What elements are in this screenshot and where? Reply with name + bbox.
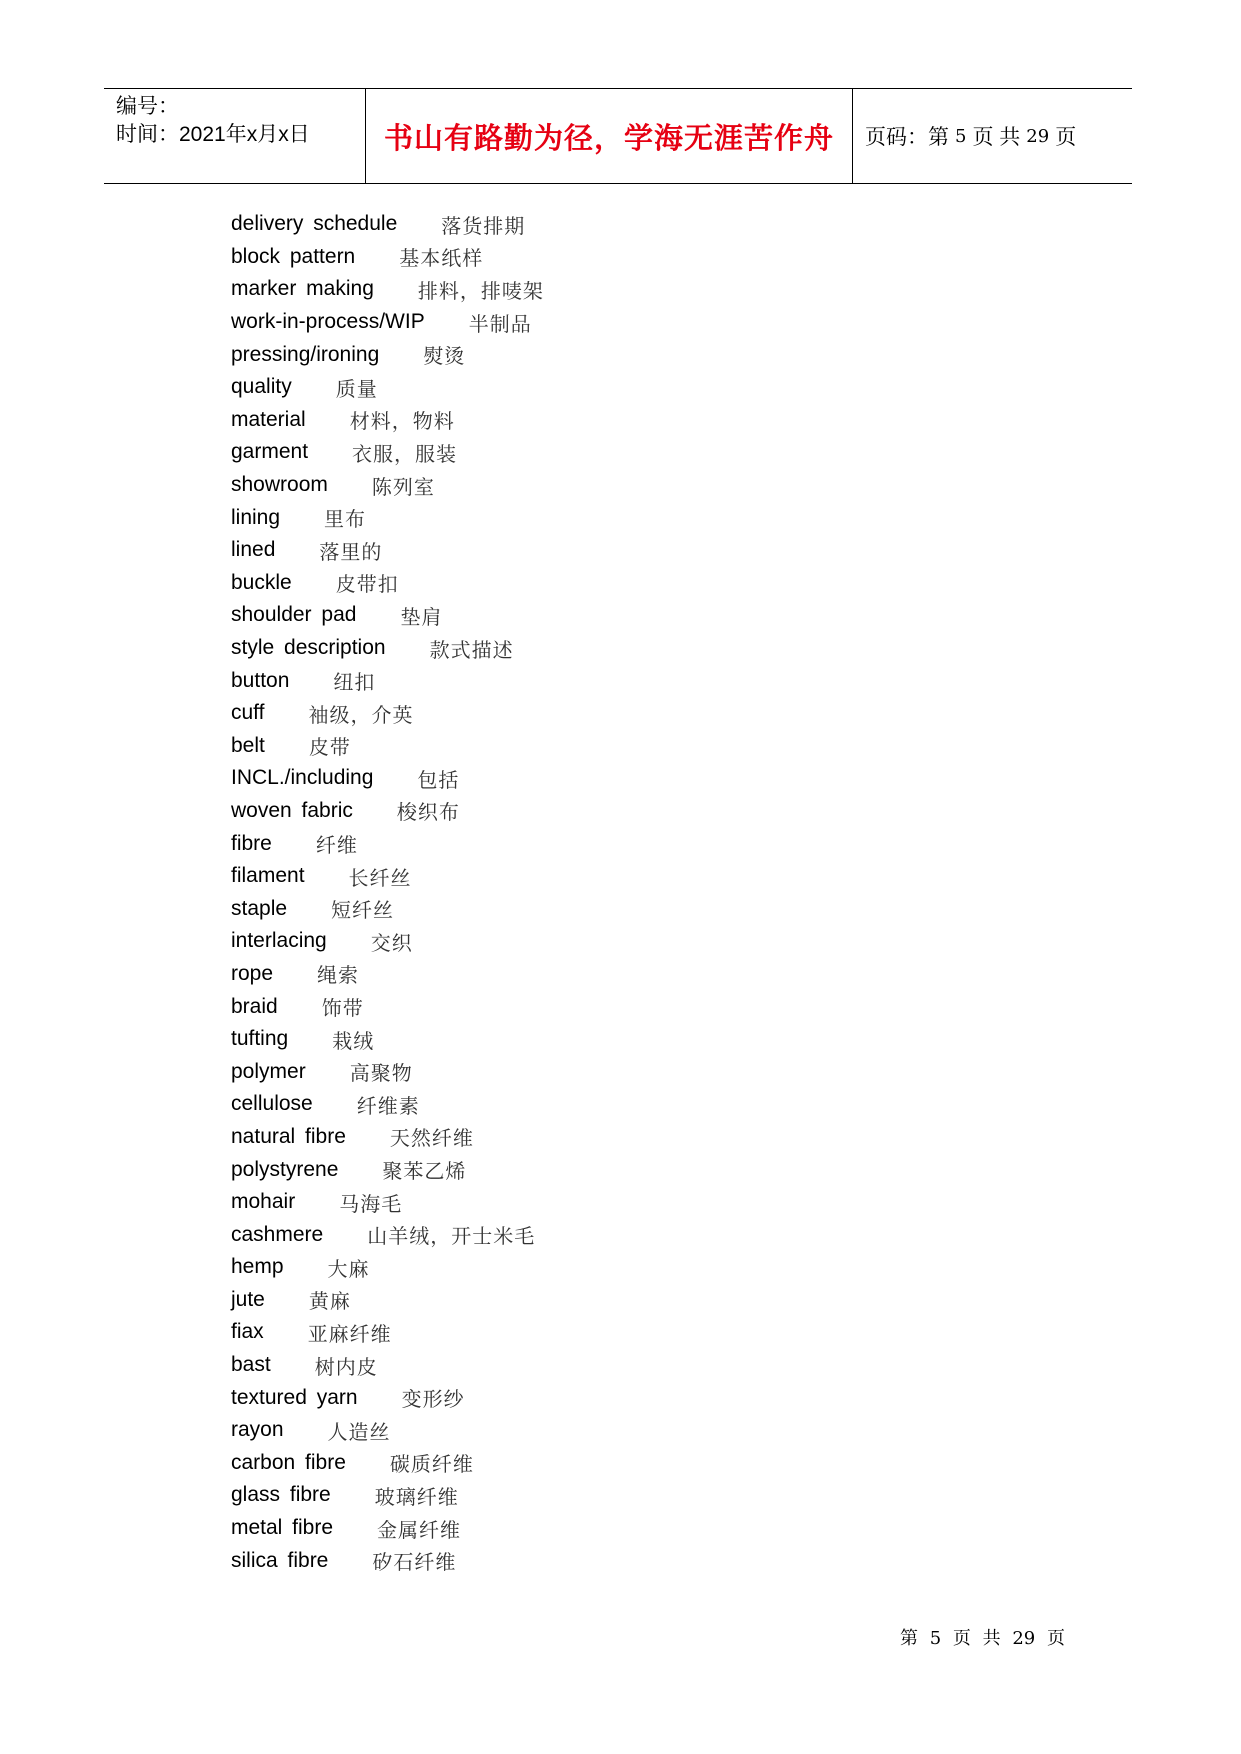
header-page-current: 5 [955,125,967,147]
term-english: work-in-process/WIP [231,310,425,334]
term-english: buckle [231,570,292,594]
glossary-row [231,436,544,469]
term-chinese: 熨烫 [423,344,466,369]
term-english: staple [231,896,288,920]
term-chinese: 马海毛 [339,1191,403,1216]
term-english: garment [231,440,309,464]
term-chinese: 排料，排唛架 [417,278,544,303]
term-english: marker making [231,277,374,301]
glossary-row [231,338,544,371]
glossary-row [231,1512,544,1545]
glossary-row [231,892,544,925]
glossary-row [231,1088,544,1121]
term-chinese: 山羊绒，开士米毛 [367,1224,536,1249]
glossary-row [231,1121,544,1154]
header-page-suffix: 页 [1055,126,1077,149]
glossary-row [231,306,544,339]
term-chinese: 树内皮 [314,1354,378,1379]
term-english: glass fibre [231,1483,331,1507]
term-chinese: 天然纤维 [389,1126,474,1151]
glossary-row [231,1381,544,1414]
term-english: delivery schedule [231,212,398,236]
term-chinese: 栽绒 [332,1028,375,1053]
term-english: cashmere [231,1222,324,1246]
term-english: natural fibre [231,1124,346,1148]
glossary-row [231,1447,544,1480]
term-chinese: 玻璃纤维 [374,1484,459,1509]
page-header [104,88,1132,184]
glossary-row [231,1218,544,1251]
header-page-prefix: 页码：第 [865,126,949,149]
term-chinese: 质量 [335,376,378,401]
glossary-row [231,1479,544,1512]
header-page-mid: 页 共 [972,126,1021,149]
term-chinese: 袖级，介英 [308,702,414,727]
term-english: showroom [231,473,328,497]
glossary-row [231,697,544,730]
term-english: pressing/ironing [231,342,380,366]
term-chinese: 纽扣 [333,670,376,695]
glossary-row [231,1186,544,1219]
term-chinese: 交织 [370,930,413,955]
glossary-row [231,371,544,404]
term-chinese: 衣服，服装 [352,441,458,466]
term-english: filament [231,864,305,888]
term-chinese: 聚苯乙烯 [382,1159,467,1184]
glossary-row [231,567,544,600]
term-chinese: 材料，物料 [349,409,455,434]
term-chinese: 黄麻 [308,1289,351,1314]
term-chinese: 人造丝 [327,1419,391,1444]
term-english: cellulose [231,1092,313,1116]
term-english: rope [231,961,274,985]
glossary-row [231,273,544,306]
term-english: fibre [231,831,272,855]
term-chinese: 高聚物 [349,1061,413,1086]
term-chinese: 绳索 [317,963,360,988]
glossary-row [231,730,544,763]
term-chinese: 款式描述 [429,637,514,662]
term-english: INCL./including [231,766,374,790]
term-chinese: 长纤丝 [348,865,412,890]
term-chinese: 里布 [324,507,367,532]
term-chinese: 皮带扣 [335,572,399,597]
header-page-total: 29 [1026,125,1050,147]
glossary-list [231,208,544,1577]
glossary-row [231,1153,544,1186]
term-chinese: 皮带 [308,735,351,760]
glossary-row [231,599,544,632]
page-footer: 第 5 页 共 29 页 [900,1628,1065,1649]
glossary-row [231,1316,544,1349]
term-chinese: 饰带 [321,996,364,1021]
glossary-row [231,795,544,828]
glossary-row [231,534,544,567]
glossary-row [231,469,544,502]
glossary-row [231,501,544,534]
glossary-row [231,827,544,860]
term-chinese: 大麻 [327,1256,370,1281]
glossary-row [231,1544,544,1577]
header-meta-cell [104,89,366,183]
term-chinese: 变形纱 [401,1387,465,1412]
term-english: shoulder pad [231,603,357,627]
term-english: silica fibre [231,1548,329,1572]
term-english: textured yarn [231,1385,358,1409]
term-chinese: 亚麻纤维 [307,1321,392,1346]
term-english: style description [231,636,386,660]
glossary-row [231,1023,544,1056]
term-english: interlacing [231,929,327,953]
term-chinese: 短纤丝 [331,898,395,923]
term-english: belt [231,733,265,757]
term-chinese: 金属纤维 [377,1517,462,1542]
term-english: fiax [231,1320,264,1344]
glossary-row [231,860,544,893]
term-chinese: 包括 [417,767,460,792]
term-chinese: 纤维素 [356,1093,420,1118]
term-english: metal fibre [231,1516,334,1540]
term-english: braid [231,994,278,1018]
glossary-row [231,1349,544,1382]
glossary-row [231,208,544,241]
term-chinese: 矽石纤维 [372,1550,457,1575]
glossary-row [231,1251,544,1284]
term-english: button [231,668,290,692]
glossary-row [231,404,544,437]
term-english: rayon [231,1418,284,1442]
term-english: polystyrene [231,1157,339,1181]
header-page-cell [853,89,1132,183]
term-english: tufting [231,1027,289,1051]
header-motto-cell [366,89,853,183]
document-time-label: 时间：2021年x月x日 [116,123,310,146]
term-chinese: 垫肩 [400,604,443,629]
document-number-label: 编号： [116,95,179,118]
glossary-row [231,1284,544,1317]
term-english: jute [231,1287,265,1311]
term-english: mohair [231,1190,296,1214]
term-english: polymer [231,1059,306,1083]
term-chinese: 纤维 [315,833,358,858]
term-english: lining [231,505,281,529]
glossary-row [231,958,544,991]
term-english: carbon fibre [231,1450,346,1474]
term-english: woven fabric [231,798,353,822]
term-chinese: 落里的 [319,539,383,564]
glossary-row [231,241,544,274]
glossary-row [231,925,544,958]
glossary-row [231,1414,544,1447]
glossary-row [231,632,544,665]
term-chinese: 基本纸样 [399,246,484,271]
term-english: cuff [231,701,265,725]
term-english: block pattern [231,244,356,268]
term-english: quality [231,375,292,399]
glossary-row [231,990,544,1023]
term-chinese: 落货排期 [441,213,526,238]
term-english: material [231,407,306,431]
glossary-row [231,762,544,795]
term-chinese: 半制品 [468,311,532,336]
term-chinese: 碳质纤维 [389,1452,474,1477]
header-motto: 书山有路勤为径，学海无涯苦作舟 [383,120,834,155]
term-english: bast [231,1353,271,1377]
term-chinese: 梭织布 [396,800,460,825]
term-chinese: 陈列室 [371,474,435,499]
term-english: lined [231,538,276,562]
glossary-row [231,664,544,697]
term-english: hemp [231,1255,284,1279]
glossary-row [231,1055,544,1088]
